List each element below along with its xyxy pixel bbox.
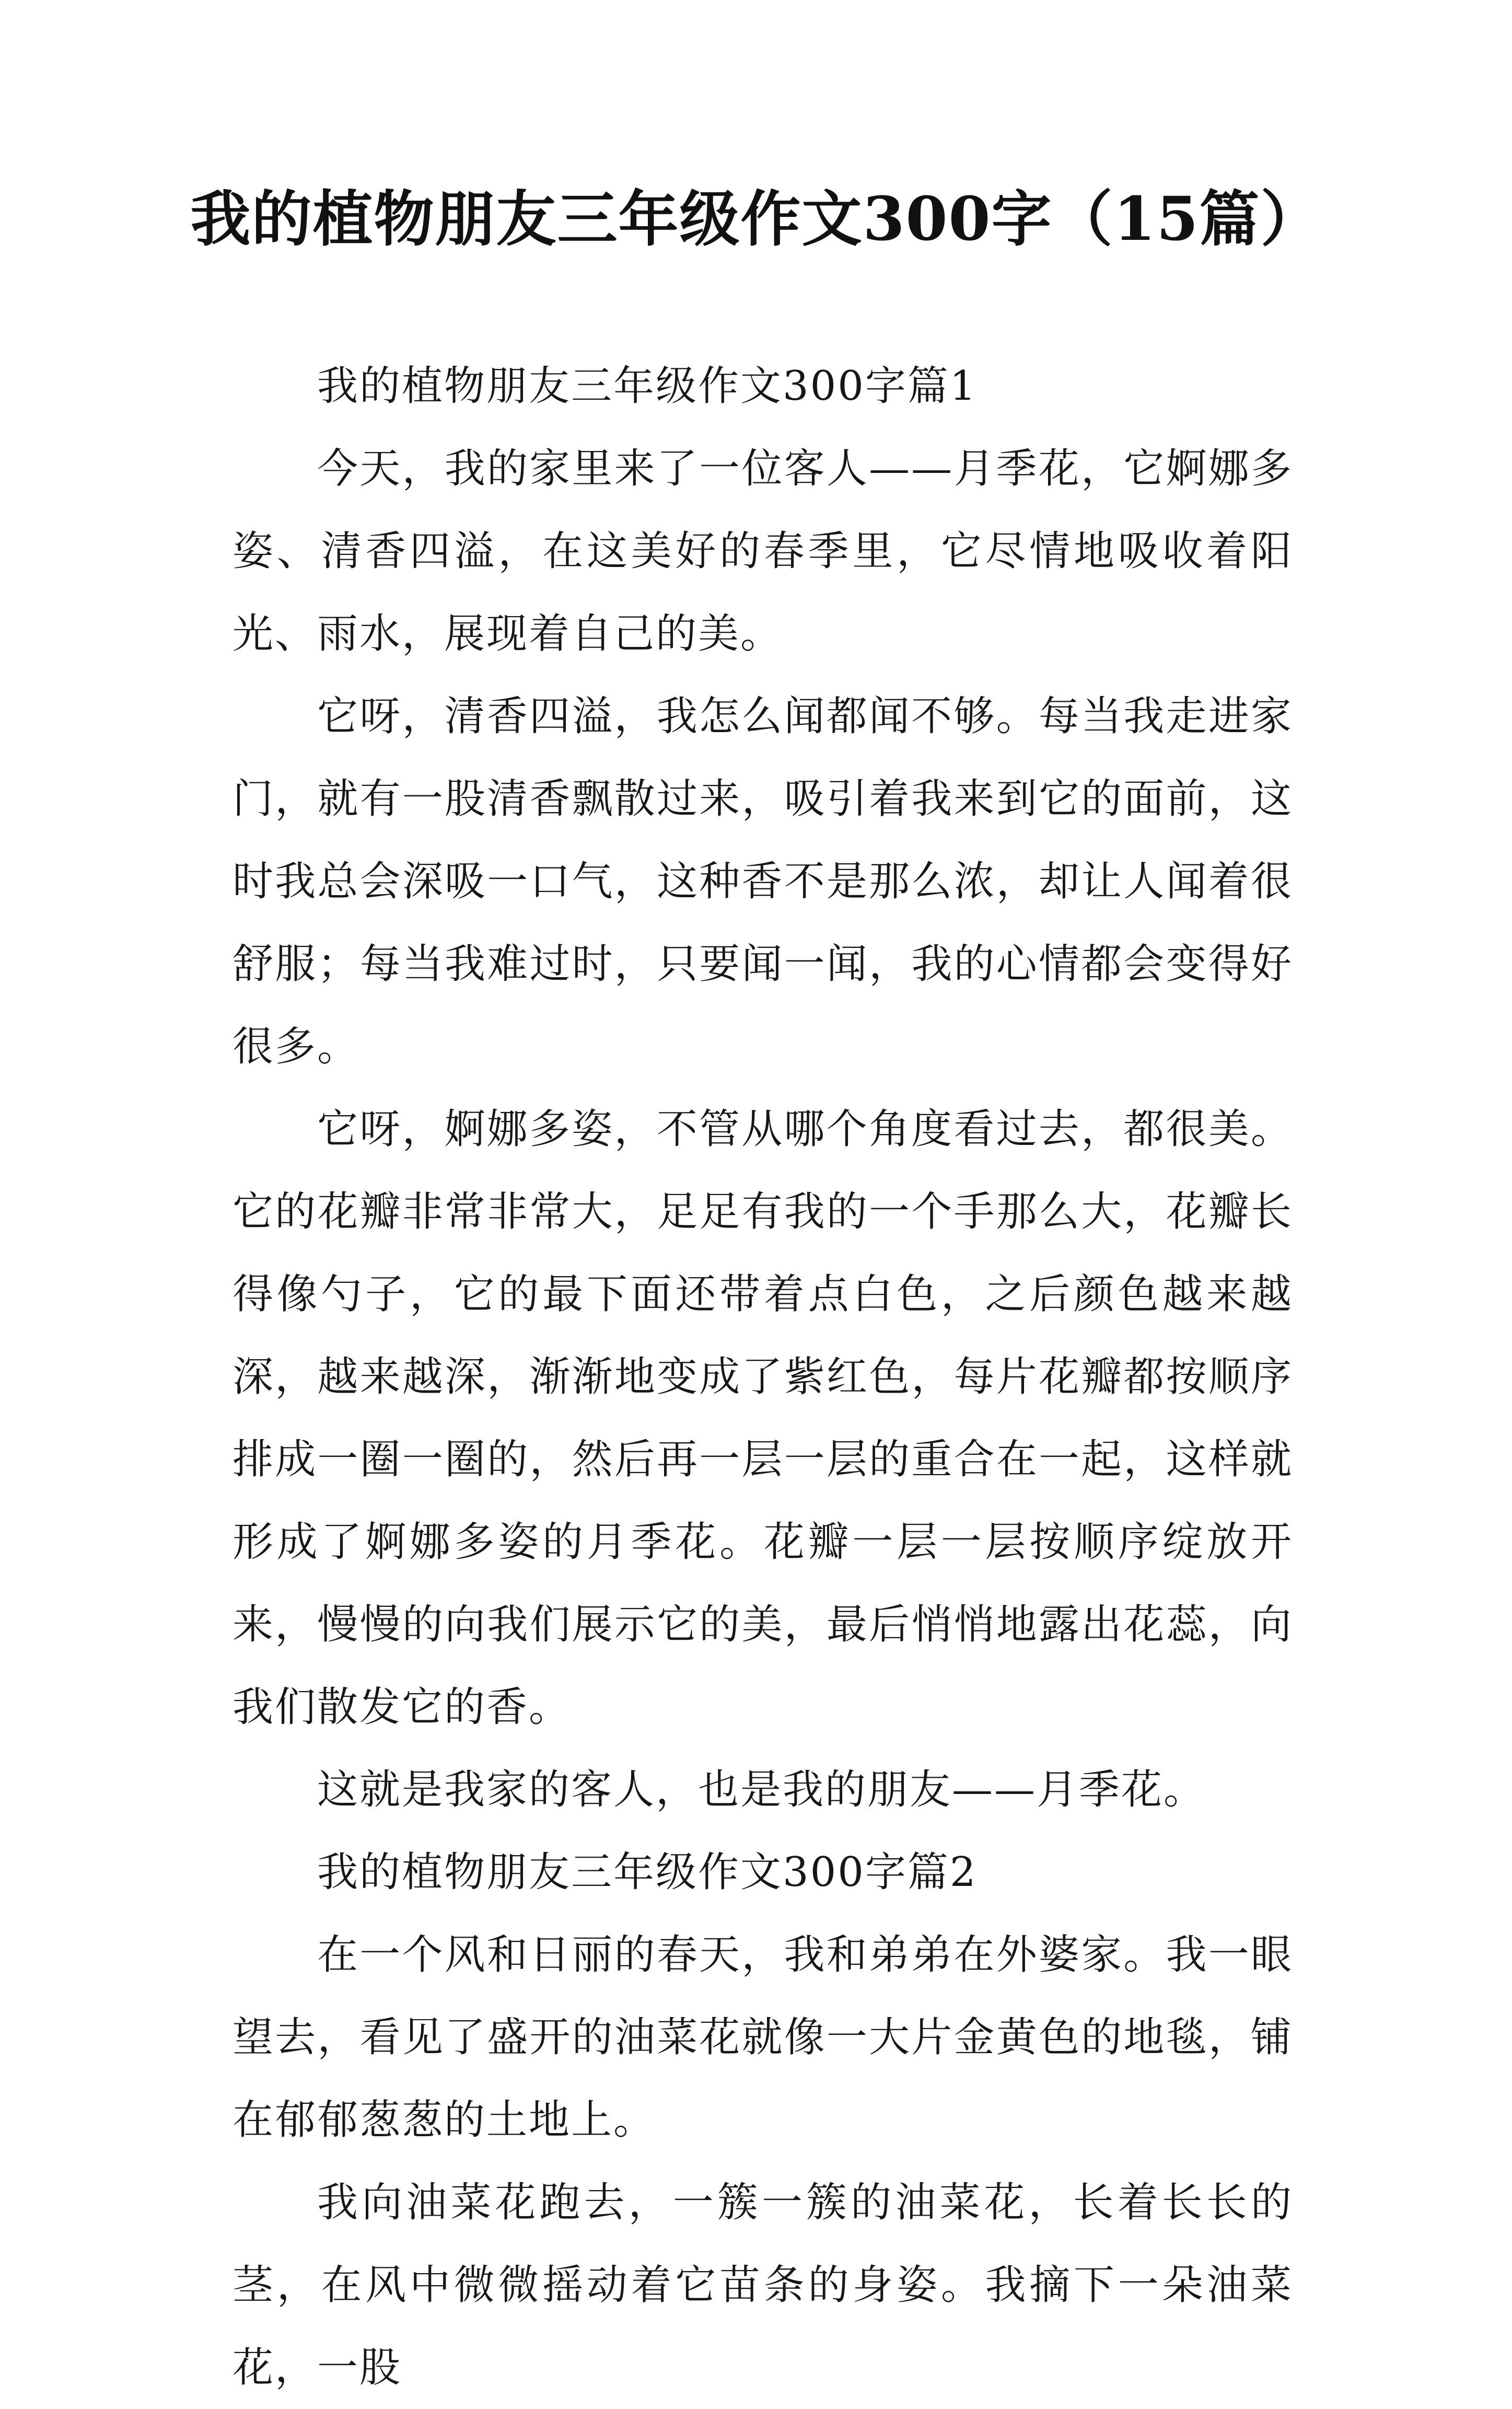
body-paragraph: 这就是我家的客人，也是我的朋友——月季花。 [317, 1766, 1206, 1813]
document-body [232, 345, 1293, 2409]
body-paragraph: 它呀，婀娜多姿，不管从哪个角度看过去，都很美。它的花瓣非常非常大，足足有我的一个手那么大，花瓣长得像勺子，它的最下面还带着点白色，之后颜色越来越深，越来越深，渐渐地变成了紫红色，每片花瓣都按顺序排成一圈一圈的，然后再一层一层的重合在一起，这样就形成了婀娜多姿的月季花。花瓣一层一层按顺序绽放开来，慢慢的向我们展示它的美，最后悄悄地露出花蕊，向我们散发它的香。 [232, 1106, 1293, 1731]
document-title: 我的植物朋友三年级作文300字（15篇） [190, 184, 1322, 254]
body-paragraph: 今天，我的家里来了一位客人——月季花，它婀娜多姿、清香四溢，在这美好的春季里，它尽情地吸收着阳光、雨水，展现着自己的美。 [232, 445, 1293, 657]
body-paragraph: 它呀，清香四溢，我怎么闻都闻不够。每当我走进家门，就有一股清香飘散过来，吸引着我来到它的面前，这时我总会深吸一口气，这种香不是那么浓，却让人闻着很舒服；每当我难过时，只要闻一闻，我的心情都会变得好很多。 [232, 693, 1293, 1070]
section-heading-1: 我的植物朋友三年级作文300字篇1 [317, 363, 978, 410]
section-heading-2: 我的植物朋友三年级作文300字篇2 [317, 1849, 978, 1896]
body-paragraph: 我向油菜花跑去，一簇一簇的油菜花，长着长长的茎，在风中微微摇动着它苗条的身姿。我摘下一朵油菜花，一股 [232, 2179, 1293, 2391]
body-paragraph: 在一个风和日丽的春天，我和弟弟在外婆家。我一眼望去，看见了盛开的油菜花就像一大片金黄色的地毯，铺在郁郁葱葱的土地上。 [232, 1931, 1293, 2144]
